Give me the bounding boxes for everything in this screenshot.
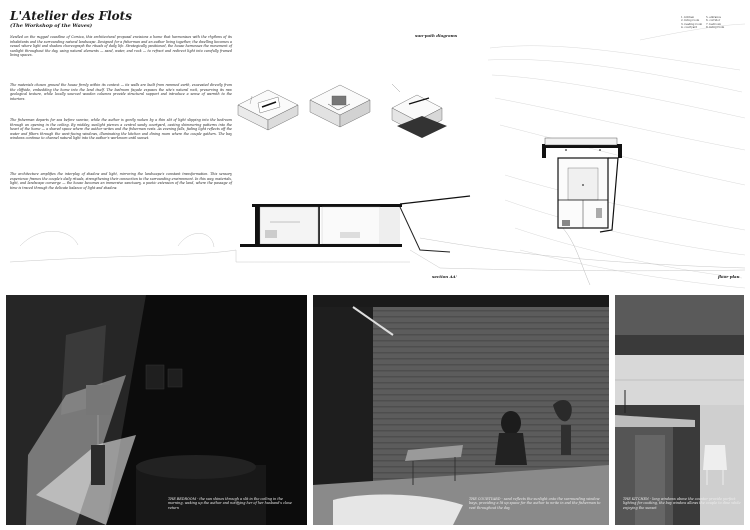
site-contours bbox=[488, 24, 745, 288]
legend-item: 5. entrance bbox=[706, 16, 721, 19]
courtyard-render bbox=[313, 295, 609, 525]
kitchen-render-art bbox=[615, 295, 744, 525]
room-legend bbox=[681, 16, 731, 30]
section-aa-drawing bbox=[240, 196, 470, 252]
floor-plan-drawing bbox=[542, 138, 622, 232]
legend-item: 7. bedroom bbox=[706, 22, 721, 26]
sun-path-label: sun-path diagrams bbox=[415, 33, 458, 38]
page-title: L'Atelier des Flots bbox=[10, 9, 132, 23]
legend-item: 1. kitchen bbox=[681, 16, 695, 19]
legend-item: 6. corridor bbox=[706, 19, 721, 23]
kitchen-caption: THE KITCHEN - long windows above the counter provide perfect lighting for cooking, the bay window allows the couple to dine while enjoying the sunset bbox=[623, 497, 741, 510]
legend-item: 3. reading room bbox=[681, 22, 703, 26]
kitchen-render bbox=[615, 295, 744, 525]
bedroom-caption: THE BEDROOM - the sun shines through a slit in the ceiling in the morning, waking up the author and notifying her of her husband's close return bbox=[168, 497, 292, 510]
courtyard-caption: THE COURTYARD - sand reflects the sunlight onto the surrounding window bays, providing a lit up space for the author to write in and the fisherman to rest throughout the day bbox=[469, 497, 601, 510]
bedroom-render bbox=[6, 295, 307, 525]
floor-plan-label: floor plan bbox=[718, 274, 740, 279]
courtyard-render-art bbox=[313, 295, 609, 525]
materials-paragraph: The materials chosen ground the house firmly within its context — its walls are built from rammed earth, excavated directly from the cliffside, embedding the home into the land itself. The bedroom façade exposes the site's natural rock, preserving its raw geological texture, while locally sourced wooden columns provide structural support and introduce a sense of warmth to the interiors. bbox=[10, 83, 232, 101]
coastline bbox=[560, 225, 590, 285]
bedroom-render-art bbox=[6, 295, 307, 525]
page-subtitle: (The Workshop of the Waves) bbox=[10, 23, 93, 29]
sun-path-diagrams bbox=[238, 84, 447, 138]
section-label: section AA' bbox=[432, 274, 457, 279]
legend-item: 4. courtyard bbox=[681, 26, 698, 30]
legend-item: 8. living room bbox=[706, 26, 725, 30]
legend-item: 2. living room bbox=[681, 19, 700, 23]
daily-rituals-paragraph: The fisherman departs for sea before sunrise, while the author is gently woken by a thin slit of light slipping into the bedroom through an opening in the ceiling. By midday, sunlight pierces a central sandy courtyard, casting shimmering patterns into the heart of the home — a shared space where the author writes and the fisherman rests. As evening falls, fading light reflects off the water and filters through the west-facing windows, illuminating the kitchen and dining room where the couple gathers. The bay windows continue to channel natural light into the author's workroom until sunset. bbox=[10, 118, 232, 140]
conclusion-paragraph: The architecture amplifies the interplay of shadow and light, mirroring the landscape's constant transformation. This sensory experience frames the couple's daily rituals, strengthening their connection to the surrounding environment. In this way, materials, light, and landscape converge — the house becomes an immersive sanctuary, a poetic extension of the land, where the passage of time is traced through the delicate balance of light and shadow. bbox=[10, 172, 232, 190]
intro-paragraph: Nestled on the rugged coastline of Corsica, this architectural proposal envisions a home that harmonises with the rhythms of its inhabitants and the surrounding natural landscape. Designed for a fisherman and an author living together, the dwelling becomes a vessel where light and shadow choreograph the rituals of daily life. Strategically positioned, the house harnesses the movement of sunlight throughout the day, using natural elements — sand, water, and rock — to refract and redirect light into carefully framed living spaces. bbox=[10, 35, 232, 57]
